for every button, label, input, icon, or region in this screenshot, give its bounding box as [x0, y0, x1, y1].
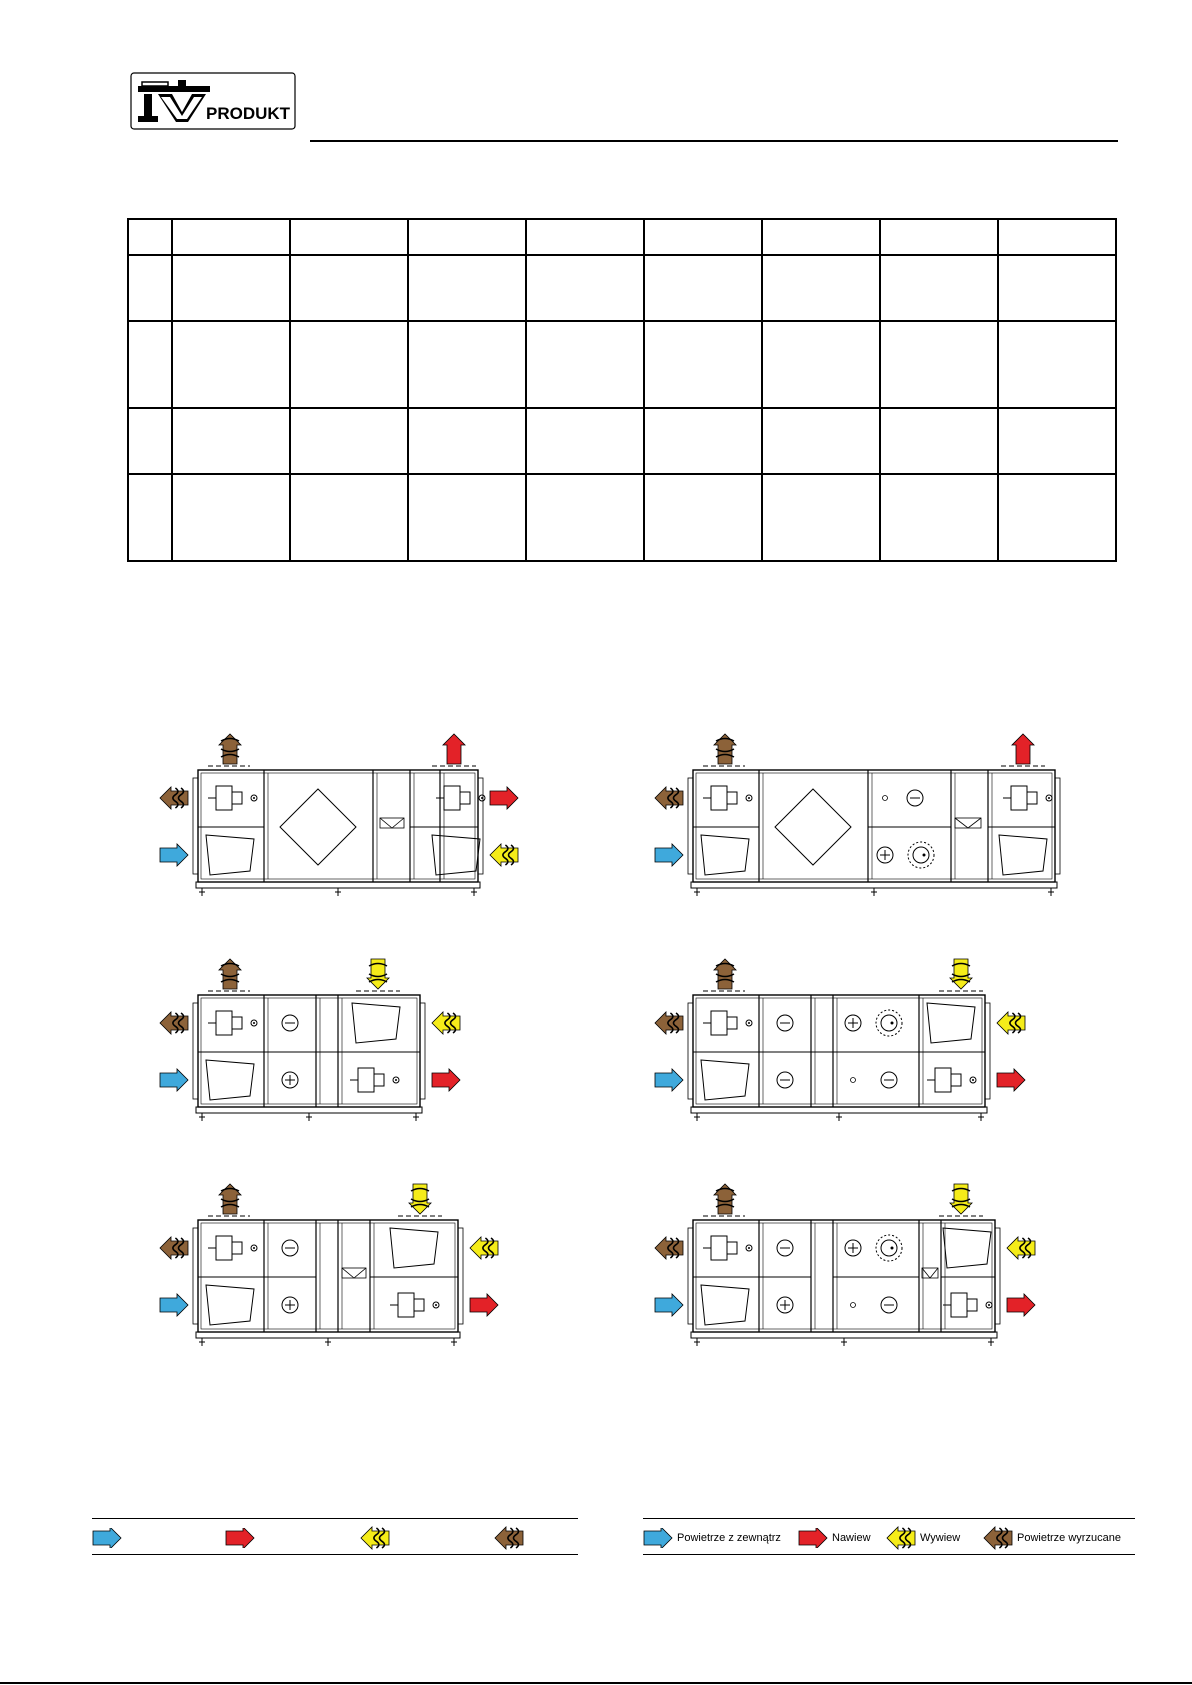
header-rule	[310, 140, 1118, 142]
outdoor-air-arrow-icon	[655, 1069, 683, 1091]
unit-casing	[688, 991, 990, 1121]
extract-air-arrow-icon	[360, 1526, 390, 1550]
unit-compact-with-damper	[148, 1180, 568, 1380]
exhaust-air-arrow-icon	[714, 959, 736, 989]
unit-casing	[688, 1216, 1000, 1346]
outdoor-air-arrow-icon	[92, 1528, 122, 1548]
extract-air-arrow-icon	[950, 1184, 972, 1214]
table-row	[128, 255, 1116, 321]
outdoor-air-arrow-icon	[160, 1294, 188, 1316]
table-row	[128, 408, 1116, 474]
supply-air-arrow-icon	[432, 1069, 460, 1091]
unit-casing	[688, 766, 1060, 896]
outdoor-air-arrow-icon	[160, 844, 188, 866]
exhaust-air-arrow-icon	[655, 1012, 683, 1034]
outdoor-air-arrow-icon	[160, 1069, 188, 1091]
exhaust-air-arrow-icon	[219, 959, 241, 989]
table-row	[128, 474, 1116, 561]
legend-left	[92, 1518, 578, 1558]
supply-air-arrow-icon	[490, 787, 518, 809]
bottom-rule	[0, 1682, 1192, 1684]
supply-air-arrow-icon	[1012, 734, 1034, 764]
exhaust-air-arrow-icon	[160, 1237, 188, 1259]
exhaust-air-arrow-icon	[714, 734, 736, 764]
extract-air-arrow-icon	[1007, 1237, 1035, 1259]
exhaust-air-arrow-icon	[714, 1184, 736, 1214]
supply-air-arrow-icon	[470, 1294, 498, 1316]
supply-air-arrow-icon	[1007, 1294, 1035, 1316]
table-row	[128, 321, 1116, 408]
exhaust-air-arrow-icon	[655, 787, 683, 809]
outdoor-air-arrow-icon	[655, 844, 683, 866]
extract-air-arrow-icon	[886, 1526, 916, 1550]
extract-air-arrow-icon	[997, 1012, 1025, 1034]
table-header-row	[128, 219, 1116, 255]
unit-casing	[193, 766, 485, 896]
extract-air-arrow-icon	[950, 959, 972, 989]
extract-air-arrow-icon	[367, 959, 389, 989]
unit-compact-basic	[148, 955, 568, 1155]
unit-casing	[193, 1216, 463, 1346]
unit-plate-heat-exchanger-with-coils	[643, 730, 1063, 930]
extract-air-arrow-icon	[490, 844, 518, 866]
legend-supply-air	[798, 1528, 871, 1548]
exhaust-air-arrow-icon	[219, 734, 241, 764]
extract-air-arrow-icon	[470, 1237, 498, 1259]
unit-plate-heat-exchanger-basic	[148, 730, 568, 930]
supply-air-arrow-icon	[798, 1528, 828, 1548]
exhaust-air-arrow-icon	[494, 1526, 524, 1550]
exhaust-air-arrow-icon	[983, 1526, 1013, 1550]
supply-air-arrow-icon	[997, 1069, 1025, 1091]
supply-air-arrow-icon	[225, 1528, 255, 1548]
exhaust-air-arrow-icon	[160, 787, 188, 809]
exhaust-air-arrow-icon	[160, 1012, 188, 1034]
unit-casing	[193, 991, 425, 1121]
outdoor-air-arrow-icon	[643, 1528, 673, 1548]
extract-air-arrow-icon	[432, 1012, 460, 1034]
unit-compact-with-coils	[643, 955, 1063, 1155]
outdoor-air-arrow-icon	[655, 1294, 683, 1316]
exhaust-air-arrow-icon	[219, 1184, 241, 1214]
iv-produkt-logo	[130, 72, 296, 130]
legend-label: Powietrze z zewnątrz	[677, 1532, 781, 1544]
extract-air-arrow-icon	[409, 1184, 431, 1214]
legend-extract-air	[886, 1526, 960, 1550]
legend-label: Wywiew	[920, 1532, 961, 1544]
logo-text: PRODUKT	[206, 104, 291, 123]
legend-right	[643, 1518, 1135, 1558]
exhaust-air-arrow-icon	[655, 1237, 683, 1259]
legend-label: Nawiew	[832, 1532, 871, 1544]
legend-label: Powietrze wyrzucane	[1017, 1532, 1121, 1544]
spec-table	[127, 218, 1117, 562]
unit-compact-with-damper-and-coils	[643, 1180, 1063, 1380]
legend-outdoor-air	[643, 1528, 781, 1548]
supply-air-arrow-icon	[443, 734, 465, 764]
legend-exhaust-air	[983, 1526, 1121, 1550]
